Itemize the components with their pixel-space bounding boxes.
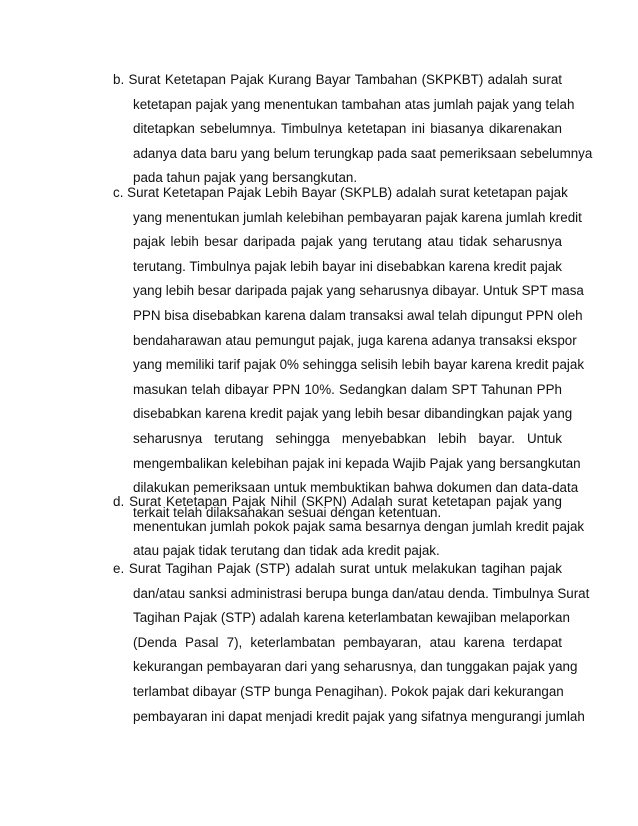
paragraph-line: d. Surat Ketetapan Pajak Nihil (SKPN) Adalah surat ketetapan pajak yang — [113, 494, 562, 509]
paragraph-line: mengembalikan kelebihan pajak ini kepada Wajib Pajak yang bersangkutan — [133, 455, 581, 471]
paragraph-line: b. Surat Ketetapan Pajak Kurang Bayar Tambahan (SKPKBT) adalah surat — [113, 72, 562, 87]
list-item-c — [113, 181, 585, 525]
paragraph-line: ditetapkan sebelumnya. Timbulnya ketetapan ini biasanya dikarenakan — [133, 121, 562, 137]
paragraph-line: dan/atau sanksi administrasi berupa bunga dan/atau denda. Timbulnya Surat — [133, 585, 590, 601]
paragraph-line: adanya data baru yang belum terungkap pada saat pemeriksaan sebelumnya — [133, 145, 593, 161]
list-item-e — [113, 557, 590, 729]
paragraph-line: yang menentukan jumlah kelebihan pembayaran pajak karena jumlah kredit — [133, 209, 582, 225]
paragraph-line: PPN bisa disebabkan karena dalam transaksi awal telah dipungut PPN oleh — [133, 307, 583, 323]
paragraph-line: yang memiliki tarif pajak 0% sehingga selisih lebih bayar karena kredit pajak — [133, 357, 585, 373]
paragraph-line: pada tahun pajak yang bersangkutan. — [133, 170, 358, 186]
paragraph-line: dilakukan pemeriksaan untuk membuktikan bahwa dokumen dan data-data — [133, 480, 579, 496]
paragraph-line: c. Surat Ketetapan Pajak Lebih Bayar (SKPLB) adalah surat ketetapan pajak — [113, 185, 568, 200]
paragraph-line: pembayaran ini dapat menjadi kredit pajak yang sifatnya mengurangi jumlah — [133, 708, 585, 724]
paragraph-line: menentukan jumlah pokok pajak sama besarnya dengan jumlah kredit pajak — [133, 518, 585, 534]
paragraph-line: disebabkan karena kredit pajak yang lebih besar dibandingkan pajak yang — [133, 406, 573, 422]
paragraph-line: terutang. Timbulnya pajak lebih bayar ini disebabkan karena kredit pajak — [133, 258, 562, 274]
paragraph-line: pajak lebih besar daripada pajak yang terutang atau tidak seharusnya — [133, 234, 562, 250]
paragraph-line: masukan telah dibayar PPN 10%. Sedangkan dalam SPT Tahunan PPh — [133, 381, 562, 397]
paragraph-line: bendaharawan atau pemungut pajak, juga karena adanya transaksi ekspor — [133, 332, 577, 348]
paragraph-line: terkait telah dilaksanakan sesuai dengan ketentuan. — [133, 504, 442, 520]
paragraph-line: terlambat dibayar (STP bunga Penagihan). Pokok pajak dari kekurangan — [133, 683, 564, 699]
paragraph-line: Tagihan Pajak (STP) adalah karena keterlambatan kewajiban melaporkan — [133, 610, 570, 626]
list-item-d — [113, 490, 585, 564]
list-item-b — [113, 68, 593, 191]
paragraph-line: ketetapan pajak yang menentukan tambahan atas jumlah pajak yang telah — [133, 96, 575, 112]
paragraph-line: seharusnya terutang sehingga menyebabkan lebih bayar. Untuk — [133, 430, 562, 446]
paragraph-line: (Denda Pasal 7), keterlambatan pembayaran, atau karena terdapat — [133, 634, 562, 650]
paragraph-line: kekurangan pembayaran dari yang seharusnya, dan tunggakan pajak yang — [133, 659, 578, 675]
paragraph-line: yang lebih besar daripada pajak yang seharusnya dibayar. Untuk SPT masa — [133, 283, 584, 299]
paragraph-line: e. Surat Tagihan Pajak (STP) adalah surat untuk melakukan tagihan pajak — [113, 561, 562, 576]
paragraph-line: atau pajak tidak terutang dan tidak ada kredit pajak. — [133, 543, 440, 559]
